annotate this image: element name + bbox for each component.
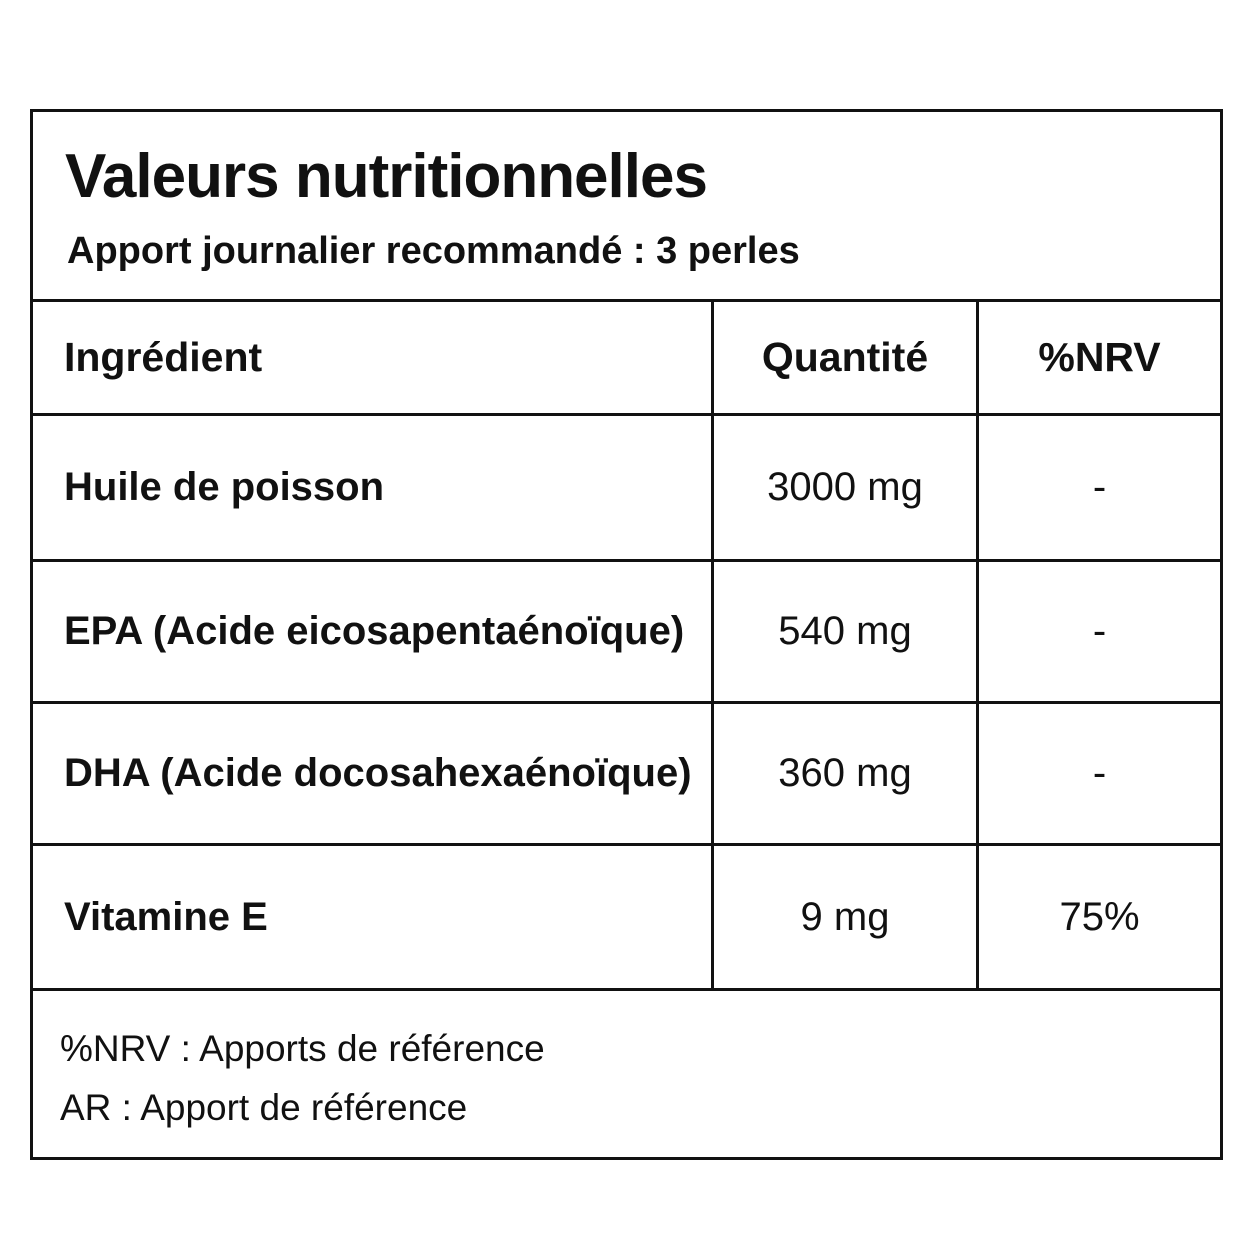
nrv-cell: -: [1092, 609, 1107, 653]
column-header-nrv: %NRV: [1038, 334, 1161, 380]
quantity-cell: 3000 mg: [714, 416, 979, 559]
nutrition-facts-panel: [30, 109, 1223, 1160]
footnote-nrv: %NRV : Apports de référence: [60, 1028, 545, 1069]
nrv-cell: -: [1092, 465, 1107, 509]
quantity-cell: 540 mg: [714, 562, 979, 701]
table-row: [33, 562, 1220, 704]
panel-title: Valeurs nutritionnelles: [65, 142, 707, 211]
ingredient-cell: Vitamine E: [33, 846, 714, 988]
table-header-row: [33, 302, 1220, 416]
panel-header: [33, 112, 1220, 302]
footnotes: [33, 990, 1220, 1157]
quantity-cell: 360 mg: [714, 704, 979, 843]
panel-subtitle: Apport journalier recommandé : 3 perles: [67, 230, 800, 272]
column-header-quantity: Quantité: [714, 302, 979, 413]
ingredient-cell: DHA (Acide docosahexaénoïque): [33, 704, 714, 843]
nrv-cell: -: [1092, 751, 1107, 795]
quantity-cell: 9 mg: [714, 846, 979, 988]
table-row: [33, 846, 1220, 991]
nrv-cell: 75%: [1059, 894, 1140, 939]
column-header-ingredient: Ingrédient: [33, 302, 714, 413]
table-row: [33, 416, 1220, 562]
table-row: [33, 704, 1220, 846]
ingredient-cell: Huile de poisson: [33, 416, 714, 559]
footnote-ar: AR : Apport de référence: [60, 1087, 468, 1128]
ingredient-cell: EPA (Acide eicosapentaénoïque): [33, 562, 714, 701]
nutrition-table: [33, 302, 1220, 990]
